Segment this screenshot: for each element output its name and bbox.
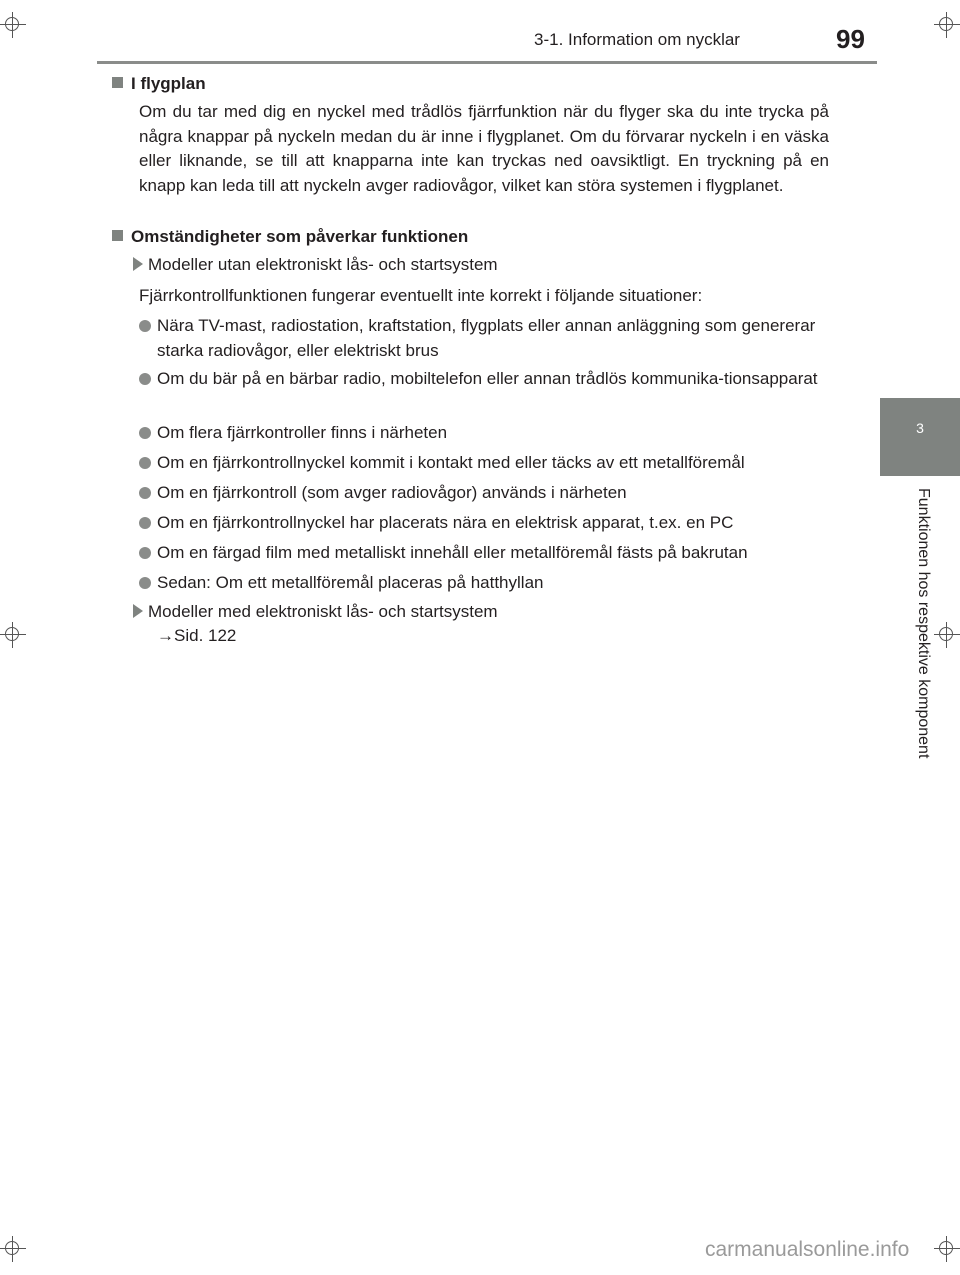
list-item-text: Om flera fjärrkontroller finns i närheten (157, 423, 448, 442)
watermark: carmanualsonline.info (705, 1238, 910, 1261)
page-number: 99 (836, 24, 865, 54)
triangle-arrow-icon (133, 604, 143, 618)
round-bullet-icon (139, 373, 151, 385)
list-item (139, 511, 839, 536)
round-bullet-icon (139, 547, 151, 559)
round-bullet-icon (139, 517, 151, 529)
subsection-text: Modeller med elektroniskt lås- och startsystem (148, 602, 498, 621)
list-item (139, 481, 839, 506)
list-item-text: Om en färgad film med metalliskt innehåll eller metallföremål fästs på bakrutan (157, 543, 748, 562)
list-item (139, 541, 839, 566)
crop-mark-mid-left (0, 622, 26, 648)
triangle-arrow-icon (133, 257, 143, 271)
round-bullet-icon (139, 487, 151, 499)
crop-mark-bottom-right (934, 1236, 960, 1262)
list-item (139, 314, 839, 363)
round-bullet-icon (139, 427, 151, 439)
section-heading-text: I flygplan (131, 74, 206, 93)
list-item (139, 571, 839, 596)
list-item-text: Om en fjärrkontrollnyckel har placerats nära en elektrisk apparat, t.ex. en PC (157, 513, 734, 532)
airplane-paragraph: Om du tar med dig en nyckel med trådlös fjärrfunktion när du flyger ska du inte trycka på några knappar på nyckeln medan du är inne i flygplanet. Om du förvarar nyckeln i en väska eller liknande, se till att knapparna inte kan tryckas ned oavsiktligt. En tryckning på en knapp kan leda till att nyckeln avger radiovågor, vilket kan störa systemen i flygplanet. (139, 102, 829, 195)
square-bullet-icon (112, 230, 123, 241)
header-title: 3-1. Information om nycklar (534, 30, 740, 49)
section-heading-airplane (112, 74, 206, 94)
list-item-text: Om en fjärrkontroll (som avger radiovågor) används i närheten (157, 483, 627, 502)
square-bullet-icon (112, 77, 123, 88)
crop-mark-top-right (934, 12, 960, 38)
round-bullet-icon (139, 457, 151, 469)
list-item-text: Sedan: Om ett metallföremål placeras på hatthyllan (157, 573, 544, 592)
list-item (139, 451, 839, 476)
section-heading-conditions (112, 227, 468, 247)
list-item (139, 421, 839, 446)
crop-mark-bottom-left (0, 1236, 26, 1262)
subsection-text: Modeller utan elektroniskt lås- och startsystem (148, 255, 498, 274)
crop-mark-top-left (0, 12, 26, 38)
round-bullet-icon (139, 320, 151, 332)
chapter-tab (880, 398, 960, 476)
header-rule (97, 61, 877, 64)
page-reference-link[interactable]: →Sid. 122 (157, 626, 237, 645)
subsection-with-smart-key (133, 600, 498, 625)
section-heading-text: Omständigheter som påverkar funktionen (131, 227, 469, 246)
list-item-text: Nära TV-mast, radiostation, kraftstation, flygplats eller annan anläggning som genererar starka radiovågor, eller elektriskt brus (157, 316, 816, 360)
list-item (139, 367, 839, 392)
crop-mark-mid-right (934, 622, 960, 648)
list-item-text: Om en fjärrkontrollnyckel kommit i kontakt med eller täcks av ett metallföremål (157, 453, 745, 472)
subsection-without-smart-key (133, 253, 498, 278)
chapter-label: Funktionen hos respektive komponent (915, 488, 932, 759)
round-bullet-icon (139, 577, 151, 589)
list-item-text: Om du bär på en bärbar radio, mobiltelefon eller annan trådlös kommunika-tionsapparat (157, 369, 818, 388)
conditions-intro: Fjärrkontrollfunktionen fungerar eventuellt inte korrekt i följande situationer: (139, 286, 703, 305)
chapter-number: 3 (916, 420, 924, 436)
